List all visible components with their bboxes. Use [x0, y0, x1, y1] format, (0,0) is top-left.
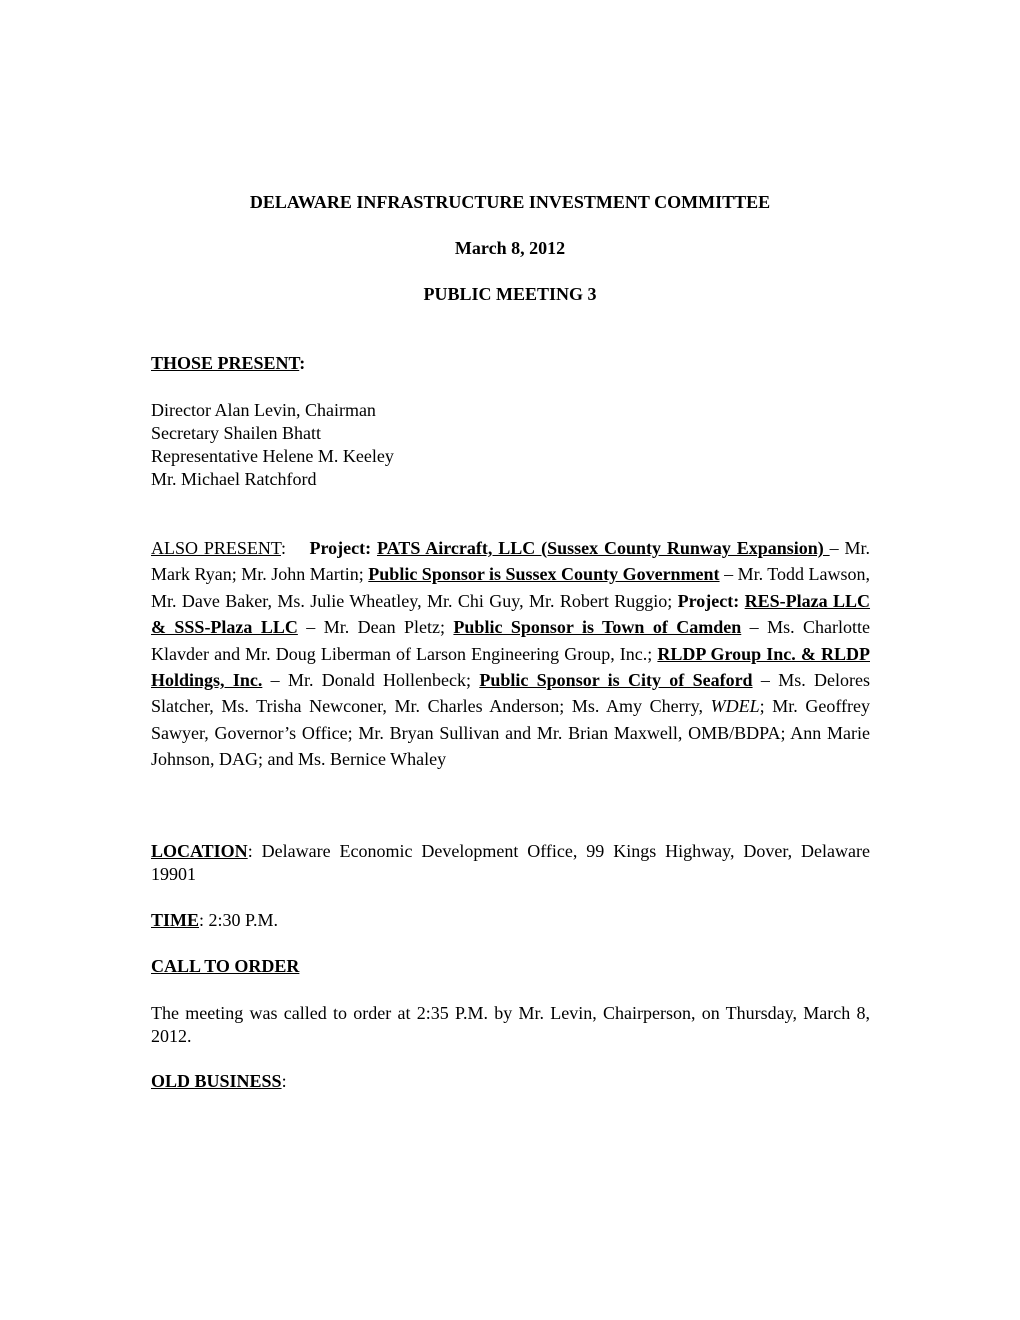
location-paragraph: LOCATION: Delaware Economic Development Office, 99 Kings Highway, Dover, Delaware 19901 [151, 841, 870, 884]
call-to-order-heading: CALL TO ORDER [151, 956, 300, 976]
those-present-heading: THOSE PRESENT: [151, 353, 306, 373]
also-present-heading: ALSO PRESENT [151, 538, 281, 558]
attendee: Mr. Michael Ratchford [151, 469, 317, 489]
location-heading: LOCATION [151, 841, 248, 861]
meeting-date: March 8, 2012 [454, 238, 566, 258]
attendee: Director Alan Levin, Chairman [151, 400, 376, 420]
sponsor-city-of-seaford: Public Sponsor is City of Seaford [479, 670, 753, 691]
also-present-paragraph: ALSO PRESENT: Project: PATS Aircraft, LLC (Sussex County Runway Expansion) – Mr. Mark Ryan; Mr. John Martin; Public Sponsor is Sussex County Government – Mr. Todd Lawson, Mr. Dave Baker, Ms. Julie Wheatley, Mr. Chi Guy, Mr. Robert Ruggio; Project: RES-Plaza LLC & SSS-Plaza LLC – Mr. Dean Pletz; Public Sponsor is Town of Camden – Ms. Charlotte Klavder and Mr. Doug Liberman of Larson Engineering Group, Inc.; RLDP Group Inc. & RLDP Holdings, Inc. – Mr. Donald Hollenbeck; Public Sponsor is City of Seaford – Ms. Delores Slatcher, Ms. Trisha Newconer, Mr. Charles Anderson; Ms. Amy Cherry, WDEL; Mr. Geoffrey Sawyer, Governor’s Office; Mr. Bryan Sullivan and Mr. Brian Maxwell, OMB/BDPA; Ann Marie Johnson, DAG; and Ms. Bernice Whaley [151, 538, 871, 770]
time-heading: TIME [151, 910, 200, 930]
attendee-list [151, 399, 870, 491]
project-pats-aircraft: PATS Aircraft, LLC (Sussex County Runway Expansion) [376, 538, 830, 558]
project-rldp-group: RLDP Group Inc. & RLDP Holdings, Inc. [151, 643, 870, 691]
sponsor-sussex-county: Public Sponsor is Sussex County Government [368, 564, 720, 585]
meeting-title: PUBLIC MEETING 3 [423, 284, 597, 304]
call-to-order-text: The meeting was called to order at 2:35 P.M. by Mr. Levin, Chairperson, on Thursday, March 8, 2012. [151, 1003, 870, 1046]
committee-title: DELAWARE INFRASTRUCTURE INVESTMENT COMMITTEE [249, 192, 771, 212]
time-paragraph: TIME: 2:30 P.M. [151, 910, 279, 930]
old-business-heading: OLD BUSINESS [151, 1071, 282, 1091]
old-business-paragraph: OLD BUSINESS: [151, 1071, 287, 1091]
attendee: Secretary Shailen Bhatt [151, 423, 321, 443]
attendee: Representative Helene M. Keeley [151, 446, 394, 466]
project-res-plaza: RES-Plaza LLC & SSS-Plaza LLC [151, 590, 871, 638]
wdel-callsign: WDEL [710, 696, 760, 717]
sponsor-town-of-camden: Public Sponsor is Town of Camden [453, 617, 742, 638]
